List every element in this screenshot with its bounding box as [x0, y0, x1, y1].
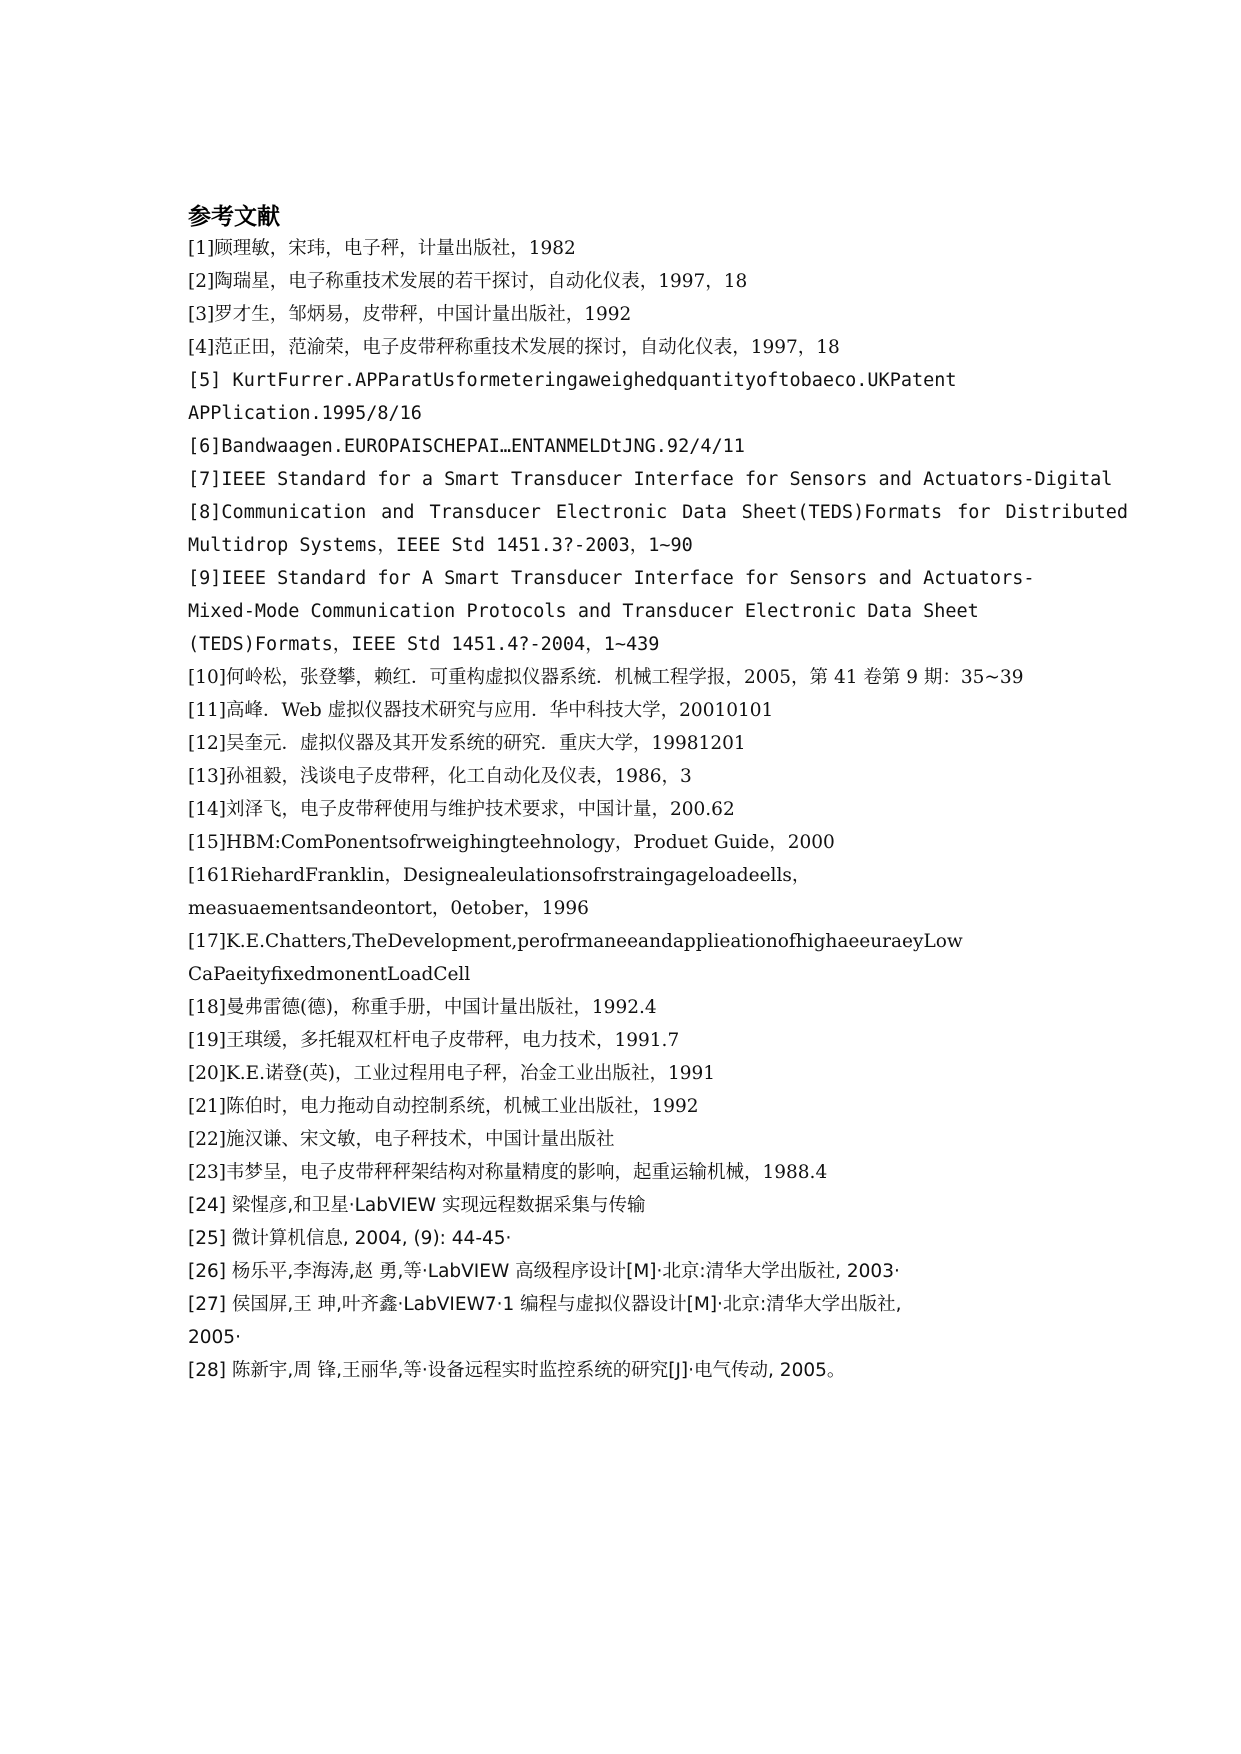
reference-line: [8]Communication and Transducer Electronic Data Sheet(TEDS)Formats for Distributed	[188, 502, 1128, 523]
reference-line: [5] KurtFurrer.APParatUsformeteringaweighedquantityoftobaeco.UKPatent	[188, 370, 957, 391]
reference-line: [21]陈伯时，电力拖动自动控制系统，机械工业出版社，1992	[188, 1096, 699, 1117]
reference-line: [9]IEEE Standard for A Smart Transducer Interface for Sensors and Actuators-	[188, 568, 1035, 589]
reference-line: [14]刘泽飞，电子皮带秤使用与维护技术要求，中国计量，200.62	[188, 799, 735, 820]
reference-line: [4]范正田，范渝荣，电子皮带秤称重技术发展的探讨，自动化仪表，1997，18	[188, 337, 840, 358]
reference-line: [19]王琪缓，多托辊双杠杆电子皮带秤，电力技术，1991.7	[188, 1030, 680, 1051]
reference-line: [11]高峰．Web 虚拟仪器技术研究与应用．华中科技大学，20010101	[188, 700, 774, 721]
reference-line: [3]罗才生，邹炳易，皮带秤，中国计量出版社，1992	[188, 304, 632, 325]
reference-line: [24] 梁惺彦,和卫星·LabVIEW 实现远程数据采集与传输	[188, 1195, 646, 1216]
reference-line: [12]吴奎元．虚拟仪器及其开发系统的研究．重庆大学，19981201	[188, 733, 746, 754]
reference-line: Mixed-Mode Communication Protocols and Transducer Electronic Data Sheet	[188, 601, 979, 622]
reference-line: APPlication.1995/8/16	[188, 403, 422, 424]
reference-line: [161RiehardFranklin，Designealeulationsofrstraingageloadeells，	[188, 865, 811, 886]
reference-line: [20]K.E.诺登(英)，工业过程用电子秤，冶金工业出版社，1991	[188, 1063, 716, 1084]
reference-line: Multidrop Systems，IEEE Std 1451.3?-2003，1~90	[188, 535, 693, 556]
reference-line: [28] 陈新宇,周 锋,王丽华,等·设备远程实时监控系统的研究[J]·电气传动, 2005。	[188, 1360, 846, 1381]
reference-line: (TEDS)Formats，IEEE Std 1451.4?-2004，1~439	[188, 634, 660, 655]
reference-line: [17]K.E.Chatters,TheDevelopment,perofrmaneeandapplieationofhighaeeuraeyLow	[188, 931, 963, 952]
reference-line: measuaementsandeontort，0etober，1996	[188, 898, 589, 919]
reference-line: [1]顾理敏，宋玮，电子秤，计量出版社，1982	[188, 238, 576, 259]
reference-line: [23]韦梦呈，电子皮带秤秤架结构对称量精度的影响，起重运输机械，1988.4	[188, 1162, 828, 1183]
reference-line: 2005·	[188, 1327, 241, 1348]
reference-line: [26] 杨乐平,李海涛,赵 勇,等·LabVIEW 高级程序设计[M]·北京:清华大学出版社, 2003·	[188, 1261, 900, 1282]
reference-line: [18]曼弗雷德(德)，称重手册，中国计量出版社，1992.4	[188, 997, 657, 1018]
references-heading: 参考文献	[188, 204, 280, 230]
reference-line: [7]IEEE Standard for a Smart Transducer Interface for Sensors and Actuators-Digital	[188, 469, 1113, 490]
reference-line: [6]Bandwaagen.EUROPAISCHEPAI…ENTANMELDtJNG.92/4/11	[188, 436, 745, 457]
reference-line: [27] 侯国屏,王 珅,叶齐鑫·LabVIEW7·1 编程与虚拟仪器设计[M]·北京:清华大学出版社,	[188, 1294, 902, 1315]
reference-line: [2]陶瑞星，电子称重技术发展的若干探讨，自动化仪表，1997，18	[188, 271, 748, 292]
reference-line: [13]孙祖毅，浅谈电子皮带秤，化工自动化及仪表，1986，3	[188, 766, 692, 787]
reference-line: CaPaeityfixedmonentLoadCell	[188, 964, 471, 985]
reference-line: [22]施汉谦、宋文敏，电子秤技术，中国计量出版社	[188, 1129, 615, 1150]
reference-line: [25] 微计算机信息, 2004, (9): 44-45·	[188, 1228, 512, 1249]
reference-line: [15]HBM:ComPonentsofrweighingteehnology，Produet Guide，2000	[188, 832, 835, 853]
reference-list	[188, 232, 1128, 1387]
reference-line: [10]何岭松，张登攀，赖红．可重构虚拟仪器系统．机械工程学报，2005，第 41 卷第 9 期：35~39	[188, 667, 1024, 688]
